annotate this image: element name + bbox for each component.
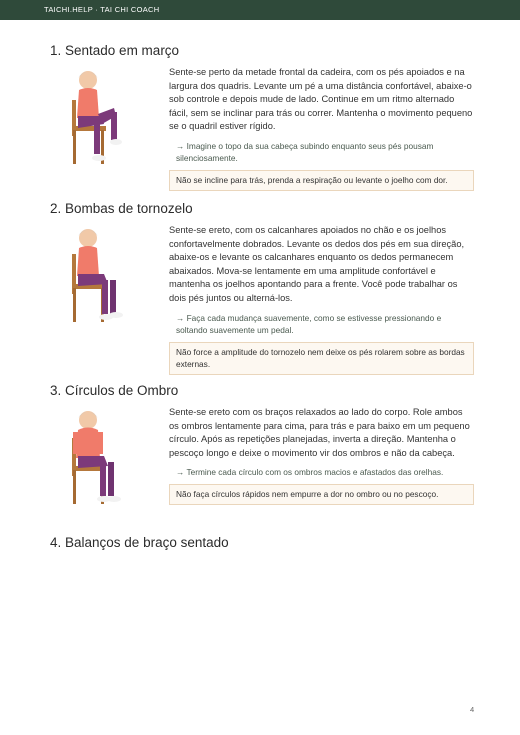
exercise-warning: Não faça círculos rápidos nem empurre a dor no ombro ou no pescoço. — [169, 484, 474, 505]
exercise-description: Sente-se ereto com os braços relaxados ao lado do corpo. Role ambos os ombros lentamente para cima, para trás e para baixo em um pequeno círculo. Após as repetições planejadas, inverta a direção. Mantenha o pescoço longo e deixe o movimento vir dos ombros e não da cabeça. — [169, 407, 470, 458]
ankle-pumps-illustration — [64, 224, 134, 329]
exercise-title: 1. Sentado em março — [50, 43, 180, 58]
exercise-description: Sente-se ereto, com os calcanhares apoiados no chão e os joelhos confortavelmente dobrados. Levante os dedos dos pés em sua direção, abaixe-os e levante os calcanhares enquanto os dedos permanecem abaixados. Mova-se lentamente em uma amplitude confortável e mantenha os joelhos apontando para a frente. Você pode trabalhar os dois pés juntos ou alterná-los. — [169, 225, 465, 303]
exercise-tip: → Imagine o topo da sua cabeça subindo enquanto seus pés pousam silenciosamente. — [176, 140, 434, 163]
seated-march-illustration — [64, 66, 134, 171]
exercise-warning: Não force a amplitude do tornozelo nem deixe os pés rolarem sobre as bordas externas. — [169, 342, 474, 375]
exercise-section-4 — [50, 534, 474, 552]
exercise-title: 3. Círculos de Ombro — [50, 383, 179, 398]
brand-label: TAICHI.HELP · TAI CHI COACH — [44, 5, 160, 14]
exercise-title: 2. Bombas de tornozelo — [50, 201, 193, 216]
exercise-section-3 — [50, 382, 474, 505]
exercise-tip: → Faça cada mudança suavemente, como se estivesse pressionando e soltando suavemente um pedal. — [176, 312, 442, 335]
exercise-tip: → Termine cada círculo com os ombros macios e afastados das orelhas. — [176, 467, 444, 478]
exercise-section-1 — [50, 42, 474, 191]
exercise-title: 4. Balanços de braço sentado — [50, 535, 229, 550]
exercise-description: Sente-se perto da metade frontal da cadeira, com os pés apoiados e na largura dos quadris. Levante um pé a uma distância confortável, abaixe-o sob controle e depois mude de lado. Continue em um ritmo alternado fácil, sem se inclinar para trás ou correr. Mantenha o movimento pequeno se o quadril estiver rígido. — [169, 67, 473, 132]
exercise-section-2 — [50, 200, 474, 375]
shoulder-circles-illustration — [64, 406, 134, 511]
top-header-bar — [0, 0, 520, 20]
page-number: 4 — [470, 705, 475, 714]
exercise-warning: Não se incline para trás, prenda a respiração ou levante o joelho com dor. — [169, 170, 474, 191]
